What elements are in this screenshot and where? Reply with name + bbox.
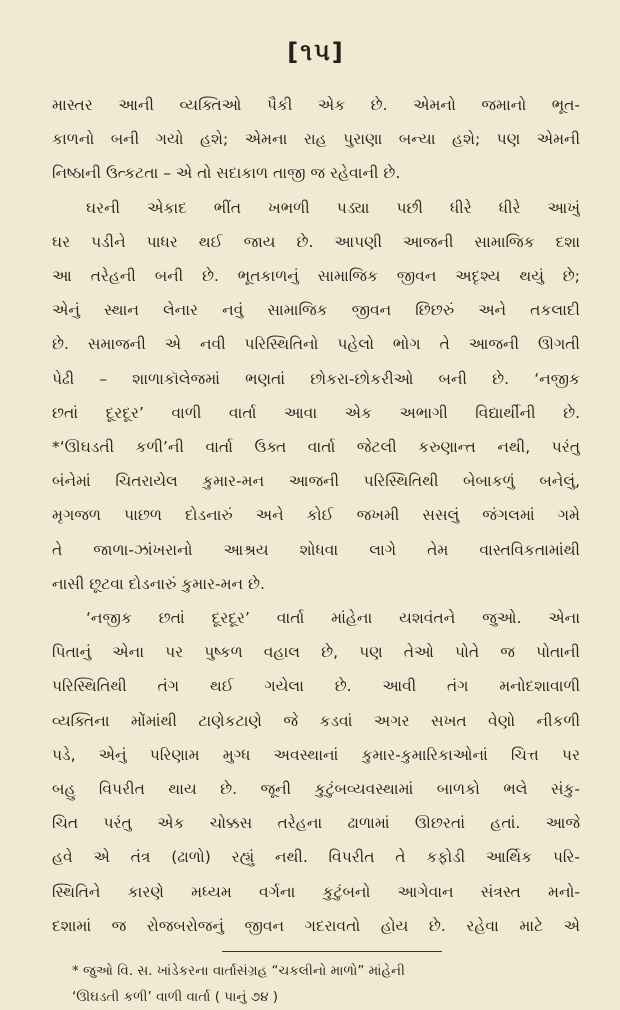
text-line: પરિસ્થિતિથી તંગ થઈ ગયેલા છે. આવી તંગ મનોદશાવાળી	[52, 677, 580, 696]
paragraph-1	[52, 88, 580, 191]
text-line: દશામાં જ રોજબરોજનું જીવન ગદરાવતો હોય છે. રહેવા માટે એ	[52, 916, 580, 935]
text-line: છે. સમાજની એ નવી પરિસ્થિતિનો પહેલો ભોગ તે આજની ઊગતી	[52, 335, 580, 354]
paragraph-3	[52, 601, 580, 943]
page-number: [૧૫]	[287, 38, 345, 66]
text-line: ઘરની એકાદ ભીંત ખભળી પડ્યા પછી ધીરે ધીરે આખું	[86, 198, 580, 217]
text-line: ચિત પરંતુ એક ચોક્કસ તરેહના ઢાળામાં ઊછરતાં હતાં. આજે	[52, 814, 580, 833]
paragraph-2	[52, 191, 580, 601]
footnote-divider	[222, 951, 442, 952]
text-line: પેઢી – શાળાકૉલેજમાં ભણતાં છોકરા-છોકરીઓ બની છે. ‘નજીક	[52, 369, 580, 388]
text-line: નિષ્ઠાની ઉત્કટતા – એ તો સદાકાળ તાજી જ રહેવાની છે.	[52, 164, 401, 183]
footnote	[52, 958, 580, 1010]
footnote-line: ‘ઊઘડતી કળી’ વાળી વાર્તા ( પાનું ૭૪ )	[72, 989, 279, 1006]
text-line: બહુ વિપરીત થાય છે. જૂની કુટુંબવ્યવસ્થામાં બાળકો ભલે સંકુ-	[52, 780, 580, 799]
text-line: પિતાનું એના પર પુષ્કળ વહાલ છે, પણ તેઓ પોતે જ પોતાની	[52, 643, 580, 662]
text-line: કાળનો બની ગયો હશે; એમના રાહ પુરાણા બન્યા હશે; પણ એમની	[52, 130, 580, 149]
text-line: નાસી છૂટવા દોડનારું કુમાર-મન છે.	[52, 574, 265, 593]
text-line: આ તરેહની બની છે. ભૂતકાળનું સામાજિક જીવન અદૃશ્ય થયું છે;	[52, 267, 580, 286]
text-line: છતાં દૂરદૂર’ વાળી વાર્તા આવા એક અભાગી વિદ્યાર્થીની છે.	[52, 403, 580, 422]
text-line: બંનેમાં ચિતરાયેલ કુમાર-મન આજની પરિસ્થિતિથી બેબાકળું બનેલું,	[52, 472, 580, 491]
text-line: સ્થિતિને કારણે મધ્યમ વર્ગના કુટુંબનો આગેવાન સંત્રસ્ત મનો-	[52, 882, 580, 901]
text-line: એનું સ્થાન લેનાર નવું સામાજિક જીવન છિછરું અને તકલાદી	[52, 301, 580, 320]
body-text	[52, 88, 580, 943]
text-line: તે જાળા-ઝાંખરાનો આશ્રય શોધવા લાગે તેમ વાસ્તવિકતામાંથી	[52, 540, 580, 559]
text-line: વ્યક્તિના મોંમાંથી ટાણેકટાણે જે કડવાં અગર સખત વેણો નીકળી	[52, 711, 580, 730]
text-line: ઘર પડીને પાધર થઈ જાય છે. આપણી આજની સામાજિક દશા	[52, 232, 580, 251]
text-line: પડે, એનું પરિણામ મુગ્ધ અવસ્થાનાં કુમાર-કુમારિકાઓનાં ચિત્ત પર	[52, 745, 580, 764]
text-line: મૃગજળ પાછળ દોડનારું અને કોઈ જખમી સસલું જંગલમાં ગમે	[52, 506, 580, 525]
text-line: હવે એ તંત્ર (ઢાળો) રહ્યું નથી. વિપરીત તે કફોડી આર્થિક પરિ-	[52, 848, 580, 867]
footnote-line: * જુઓ વિ. સ. ખાંડેકરના વાર્તાસંગ્રહ “ચકલીનો માળો” માંહેની	[72, 963, 405, 980]
text-line: *‘ઊઘડતી કળી’ની વાર્તા ઉક્ત વાર્તા જેટલી કરુણાન્ત નથી, પરંતુ	[52, 438, 580, 457]
text-line: ‘નજીક છતાં દૂરદૂર’ વાર્તા માંહેના યશવંતને જુઓ. એના	[86, 609, 580, 628]
text-line: માસ્તર આની વ્યક્તિઓ પૈકી એક છે. એમનો જમાનો ભૂત-	[52, 96, 580, 114]
